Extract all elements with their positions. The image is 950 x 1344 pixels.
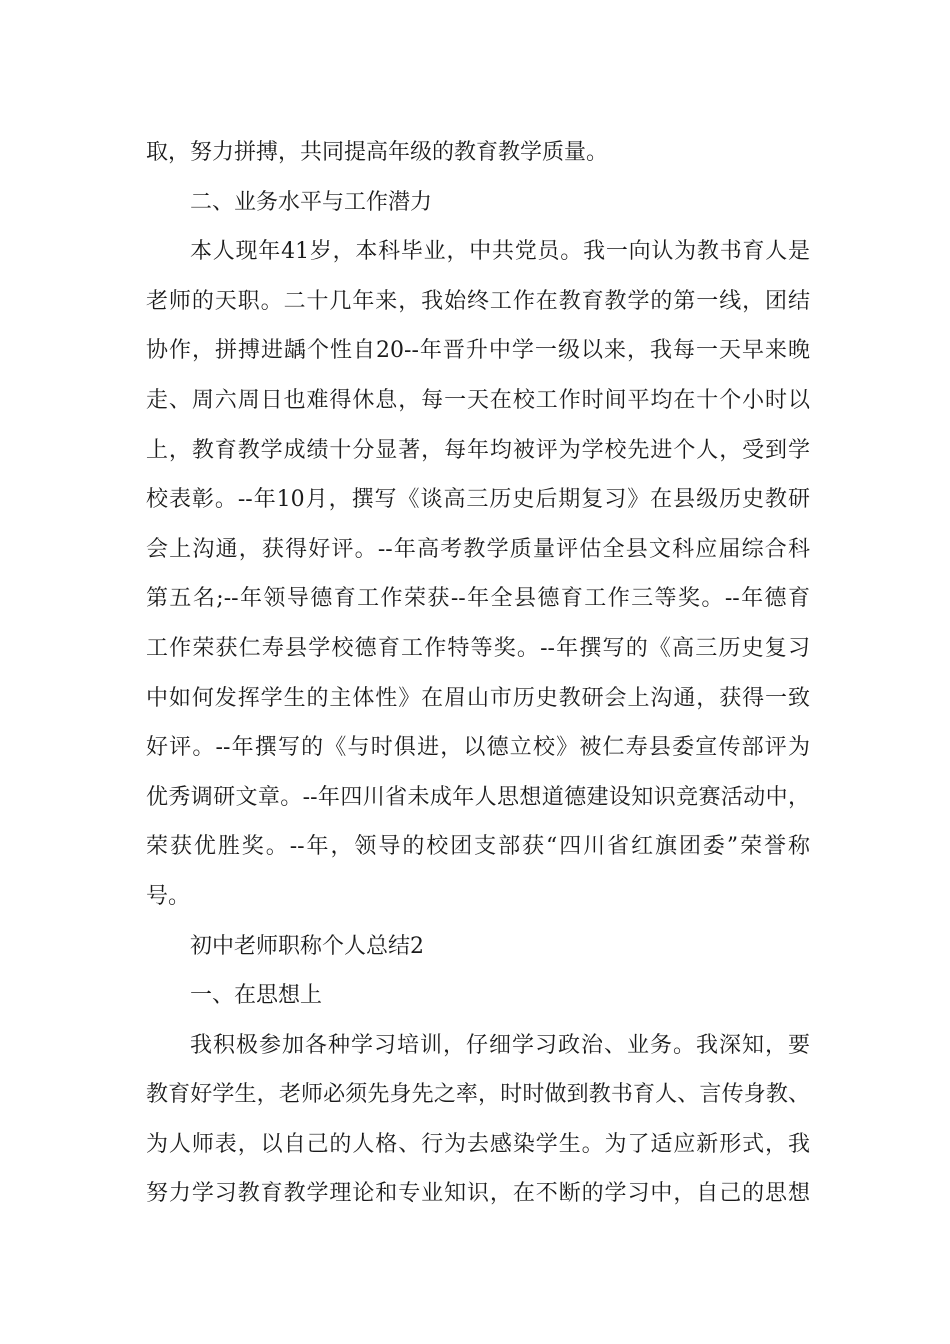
document-body	[146, 128, 810, 1219]
text-line: 协作，拼搏进龋个性自20--年晋升中学一级以来，我每一天早来晚	[146, 338, 810, 364]
text-line: 教育好学生，老师必须先身先之率，时时做到教书育人、言传身教、	[146, 1082, 810, 1108]
text-line: 努力学习教育教学理论和专业知识，在不断的学习中，自己的思想	[146, 1181, 810, 1207]
text-line: 为人师表，以自己的人格、行为去感染学生。为了适应新形式，我	[146, 1131, 810, 1157]
section-heading: 一、在思想上	[190, 983, 323, 1009]
text-line: 荣获优胜奖。--年，领导的校团支部获“四川省红旗团委”荣誉称	[146, 834, 810, 860]
text-line: 老师的天职。二十几年来，我始终工作在教育教学的第一线，团结	[146, 288, 810, 314]
text-line: 我积极参加各种学习培训，仔细学习政治、业务。我深知，要	[190, 1032, 810, 1058]
text-line: 校表彰。--年10月，撰写《谈高三历史后期复习》在县级历史教研	[146, 487, 810, 513]
section-heading: 二、业务水平与工作潜力	[190, 189, 433, 215]
text-line: 本人现年41岁，本科毕业，中共党员。我一向认为教书育人是	[190, 239, 810, 265]
text-line: 工作荣获仁寿县学校德育工作特等奖。--年撰写的《高三历史复习	[146, 635, 810, 661]
text-line: 上，教育教学成绩十分显著，每年均被评为学校先进个人，受到学	[146, 437, 810, 463]
text-line: 会上沟通，获得好评。--年高考教学质量评估全县文科应届综合科	[146, 536, 810, 562]
text-line: 好评。--年撰写的《与时俱进，以德立校》被仁寿县委宣传部评为	[146, 735, 810, 761]
text-line: 优秀调研文章。--年四川省未成年人思想道德建设知识竞赛活动中，	[146, 784, 810, 810]
text-line: 取，努力拼搏，共同提高年级的教育教学质量。	[146, 140, 609, 165]
text-line: 中如何发挥学生的主体性》在眉山市历史教研会上沟通，获得一致	[146, 685, 810, 711]
document-subtitle: 初中老师职称个人总结2	[190, 933, 424, 959]
text-line: 走、周六周日也难得休息，每一天在校工作时间平均在十个小时以	[146, 387, 810, 413]
text-line: 第五名;--年领导德育工作荣获--年全县德育工作三等奖。--年德育	[146, 586, 810, 612]
text-line: 号。	[146, 883, 191, 909]
